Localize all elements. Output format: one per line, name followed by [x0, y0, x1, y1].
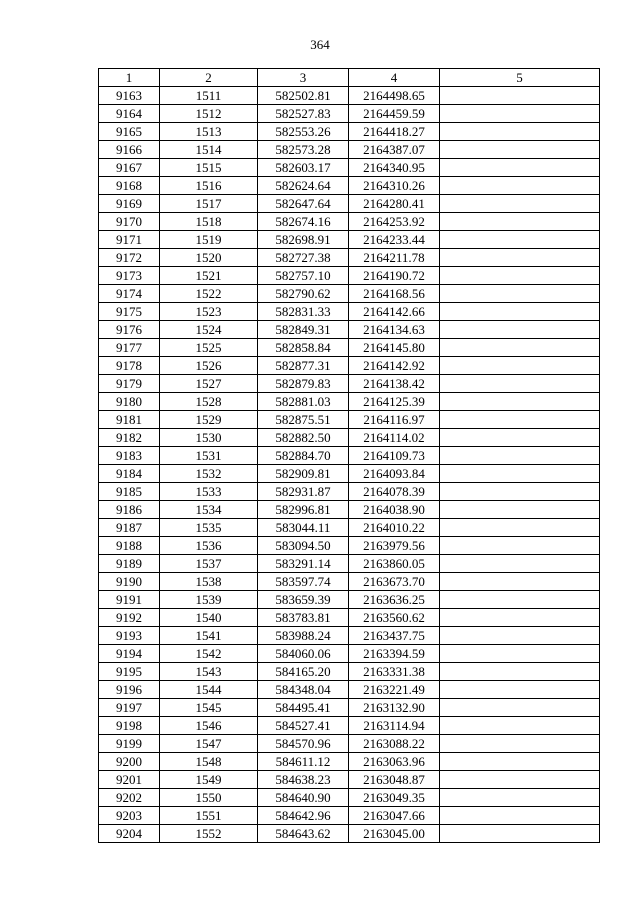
table-cell: 1536 [160, 537, 258, 555]
table-row [99, 681, 600, 699]
table-row [99, 429, 600, 447]
table-cell: 1520 [160, 249, 258, 267]
table-cell: 582757.10 [258, 267, 349, 285]
table-cell: 9204 [99, 825, 160, 843]
table-cell: 582831.33 [258, 303, 349, 321]
table-cell: 2164418.27 [349, 123, 440, 141]
table-cell [440, 609, 600, 627]
table-cell: 2164498.65 [349, 87, 440, 105]
table-cell: 582882.50 [258, 429, 349, 447]
table-row [99, 645, 600, 663]
table-cell: 1535 [160, 519, 258, 537]
table-cell [440, 591, 600, 609]
table-row [99, 393, 600, 411]
table-cell: 2163132.90 [349, 699, 440, 717]
table-cell: 2164211.78 [349, 249, 440, 267]
table-cell: 1516 [160, 177, 258, 195]
table-cell [440, 537, 600, 555]
column-header: 3 [258, 69, 349, 87]
table-cell: 582527.83 [258, 105, 349, 123]
table-row [99, 699, 600, 717]
table-cell: 2164253.92 [349, 213, 440, 231]
table-row [99, 537, 600, 555]
table-cell [440, 141, 600, 159]
column-header: 1 [99, 69, 160, 87]
table-cell: 1511 [160, 87, 258, 105]
table-cell: 584348.04 [258, 681, 349, 699]
table-cell: 2164168.56 [349, 285, 440, 303]
table-cell [440, 807, 600, 825]
table-cell [440, 123, 600, 141]
table-cell: 9203 [99, 807, 160, 825]
table-cell: 2164340.95 [349, 159, 440, 177]
table-cell: 1542 [160, 645, 258, 663]
table-cell: 582879.83 [258, 375, 349, 393]
table-cell [440, 447, 600, 465]
table-cell: 2163045.00 [349, 825, 440, 843]
table-cell: 9176 [99, 321, 160, 339]
table-cell [440, 645, 600, 663]
table-cell [440, 429, 600, 447]
table-cell: 1532 [160, 465, 258, 483]
table-cell: 9178 [99, 357, 160, 375]
table-row [99, 375, 600, 393]
table-cell: 2164138.42 [349, 375, 440, 393]
table-row [99, 177, 600, 195]
table-cell: 9174 [99, 285, 160, 303]
column-header: 5 [440, 69, 600, 87]
table-cell: 582624.64 [258, 177, 349, 195]
table-cell: 582502.81 [258, 87, 349, 105]
table-cell: 2163221.49 [349, 681, 440, 699]
table-cell: 9191 [99, 591, 160, 609]
table-cell: 582727.38 [258, 249, 349, 267]
table-cell [440, 357, 600, 375]
table-cell: 2164134.63 [349, 321, 440, 339]
table-cell: 1544 [160, 681, 258, 699]
table-cell: 582573.28 [258, 141, 349, 159]
table-row [99, 465, 600, 483]
table-cell: 582996.81 [258, 501, 349, 519]
table-cell: 584165.20 [258, 663, 349, 681]
table-cell: 1528 [160, 393, 258, 411]
table-cell [440, 681, 600, 699]
table-cell: 9187 [99, 519, 160, 537]
table-row [99, 195, 600, 213]
table-cell: 1549 [160, 771, 258, 789]
table-cell: 9182 [99, 429, 160, 447]
table-cell: 9179 [99, 375, 160, 393]
table-row [99, 807, 600, 825]
table-cell: 584640.90 [258, 789, 349, 807]
table-cell: 1552 [160, 825, 258, 843]
table-row [99, 591, 600, 609]
table-cell: 1550 [160, 789, 258, 807]
table-cell: 1525 [160, 339, 258, 357]
table-body [99, 87, 600, 843]
table-cell: 9185 [99, 483, 160, 501]
table-cell: 2163331.38 [349, 663, 440, 681]
table-cell: 583094.50 [258, 537, 349, 555]
table-cell: 1521 [160, 267, 258, 285]
table-row [99, 249, 600, 267]
table-cell: 1547 [160, 735, 258, 753]
table-cell [440, 555, 600, 573]
table-cell: 9165 [99, 123, 160, 141]
table-row [99, 573, 600, 591]
table-row [99, 717, 600, 735]
table-cell: 9167 [99, 159, 160, 177]
table-cell: 583659.39 [258, 591, 349, 609]
table-cell: 583291.14 [258, 555, 349, 573]
table-cell: 582884.70 [258, 447, 349, 465]
table-cell [440, 159, 600, 177]
table-cell: 9195 [99, 663, 160, 681]
table-cell: 9180 [99, 393, 160, 411]
table-cell: 9175 [99, 303, 160, 321]
table-cell: 1515 [160, 159, 258, 177]
table-cell: 1531 [160, 447, 258, 465]
table-row [99, 825, 600, 843]
table-cell: 1551 [160, 807, 258, 825]
table-cell: 1546 [160, 717, 258, 735]
table-cell: 2164142.66 [349, 303, 440, 321]
table-cell: 2163636.25 [349, 591, 440, 609]
table-cell: 9184 [99, 465, 160, 483]
table-cell [440, 87, 600, 105]
table-cell [440, 735, 600, 753]
table-row [99, 753, 600, 771]
table-row [99, 501, 600, 519]
table-cell [440, 465, 600, 483]
table-cell [440, 699, 600, 717]
table-cell: 9201 [99, 771, 160, 789]
table-cell: 2164280.41 [349, 195, 440, 213]
table-cell: 582931.87 [258, 483, 349, 501]
table-cell: 9199 [99, 735, 160, 753]
table-row [99, 555, 600, 573]
table-cell [440, 249, 600, 267]
table-cell: 9169 [99, 195, 160, 213]
table-row [99, 321, 600, 339]
table-cell: 584060.06 [258, 645, 349, 663]
table-cell [440, 717, 600, 735]
column-header: 2 [160, 69, 258, 87]
table-cell: 1533 [160, 483, 258, 501]
table-cell: 584611.12 [258, 753, 349, 771]
table-cell: 2163048.87 [349, 771, 440, 789]
table-cell: 584643.62 [258, 825, 349, 843]
table-cell: 1512 [160, 105, 258, 123]
table-cell: 2163560.62 [349, 609, 440, 627]
table-cell: 2164233.44 [349, 231, 440, 249]
table-cell: 1548 [160, 753, 258, 771]
table-cell: 1518 [160, 213, 258, 231]
table-row [99, 213, 600, 231]
table-cell [440, 501, 600, 519]
table-cell: 9196 [99, 681, 160, 699]
table-cell: 584638.23 [258, 771, 349, 789]
table-row [99, 141, 600, 159]
table-cell: 582647.64 [258, 195, 349, 213]
table-row [99, 411, 600, 429]
table-cell: 584570.96 [258, 735, 349, 753]
table-cell: 9194 [99, 645, 160, 663]
table-cell [440, 375, 600, 393]
table-cell: 1513 [160, 123, 258, 141]
table-cell: 582875.51 [258, 411, 349, 429]
table-cell: 582603.17 [258, 159, 349, 177]
table-cell [440, 285, 600, 303]
table-row [99, 483, 600, 501]
table-cell: 2163063.96 [349, 753, 440, 771]
table-cell: 582858.84 [258, 339, 349, 357]
table-row [99, 231, 600, 249]
table-cell: 582877.31 [258, 357, 349, 375]
table-cell [440, 663, 600, 681]
table-row [99, 105, 600, 123]
table-cell: 1524 [160, 321, 258, 339]
table-cell: 1519 [160, 231, 258, 249]
table-cell: 2164310.26 [349, 177, 440, 195]
table-cell [440, 105, 600, 123]
table-cell: 9202 [99, 789, 160, 807]
table-cell: 1545 [160, 699, 258, 717]
column-header: 4 [349, 69, 440, 87]
table-cell: 2164190.72 [349, 267, 440, 285]
table-row [99, 447, 600, 465]
table-cell [440, 789, 600, 807]
table-cell: 582849.31 [258, 321, 349, 339]
table-cell [440, 411, 600, 429]
table-row [99, 87, 600, 105]
table-cell: 1522 [160, 285, 258, 303]
table-cell [440, 393, 600, 411]
table-row [99, 123, 600, 141]
table-cell: 9164 [99, 105, 160, 123]
table-cell: 2164010.22 [349, 519, 440, 537]
table-cell [440, 195, 600, 213]
table-cell: 582790.62 [258, 285, 349, 303]
table-cell [440, 519, 600, 537]
table-cell [440, 627, 600, 645]
table-cell [440, 321, 600, 339]
table-cell: 2163049.35 [349, 789, 440, 807]
table-cell: 9168 [99, 177, 160, 195]
table-cell: 2164387.07 [349, 141, 440, 159]
table-cell: 2163088.22 [349, 735, 440, 753]
table-cell: 2163437.75 [349, 627, 440, 645]
table-cell: 1539 [160, 591, 258, 609]
table-cell [440, 573, 600, 591]
table-cell: 9200 [99, 753, 160, 771]
table-cell: 1543 [160, 663, 258, 681]
table-row [99, 663, 600, 681]
table-cell: 2163394.59 [349, 645, 440, 663]
table-cell: 9183 [99, 447, 160, 465]
table-cell: 1541 [160, 627, 258, 645]
table-cell: 9188 [99, 537, 160, 555]
table-row [99, 627, 600, 645]
table-cell: 583988.24 [258, 627, 349, 645]
table-cell: 583044.11 [258, 519, 349, 537]
table-cell: 582698.91 [258, 231, 349, 249]
table-cell [440, 303, 600, 321]
table-cell: 2164114.02 [349, 429, 440, 447]
table-row [99, 357, 600, 375]
table-cell: 582553.26 [258, 123, 349, 141]
table-cell: 584642.96 [258, 807, 349, 825]
table-cell: 9181 [99, 411, 160, 429]
table-cell [440, 753, 600, 771]
table-cell: 9186 [99, 501, 160, 519]
table-cell [440, 267, 600, 285]
table-row [99, 159, 600, 177]
table-cell [440, 483, 600, 501]
table-cell: 1537 [160, 555, 258, 573]
table-cell: 9177 [99, 339, 160, 357]
table-cell: 9171 [99, 231, 160, 249]
table-row [99, 789, 600, 807]
table-cell: 1538 [160, 573, 258, 591]
table-cell: 584495.41 [258, 699, 349, 717]
table-cell: 2164459.59 [349, 105, 440, 123]
table-cell: 9197 [99, 699, 160, 717]
table-cell: 9166 [99, 141, 160, 159]
table-cell: 2163673.70 [349, 573, 440, 591]
table-cell: 9173 [99, 267, 160, 285]
table-cell: 1526 [160, 357, 258, 375]
table-cell: 584527.41 [258, 717, 349, 735]
table-cell: 2163114.94 [349, 717, 440, 735]
table-cell: 9170 [99, 213, 160, 231]
table-cell: 1534 [160, 501, 258, 519]
table-cell: 2164125.39 [349, 393, 440, 411]
table-cell: 582881.03 [258, 393, 349, 411]
table-cell: 582674.16 [258, 213, 349, 231]
table-cell: 2164093.84 [349, 465, 440, 483]
table-cell: 583783.81 [258, 609, 349, 627]
table-cell: 2163860.05 [349, 555, 440, 573]
table-row [99, 771, 600, 789]
table-cell: 9193 [99, 627, 160, 645]
table-row [99, 519, 600, 537]
table-cell: 2164038.90 [349, 501, 440, 519]
table-cell: 2164078.39 [349, 483, 440, 501]
table-cell: 1529 [160, 411, 258, 429]
table-cell: 583597.74 [258, 573, 349, 591]
table-cell: 2164116.97 [349, 411, 440, 429]
table-cell [440, 213, 600, 231]
table-cell: 1517 [160, 195, 258, 213]
table-cell [440, 177, 600, 195]
table-cell: 1514 [160, 141, 258, 159]
table-cell: 1523 [160, 303, 258, 321]
table-cell [440, 231, 600, 249]
table-header-row [99, 69, 600, 87]
table-cell: 9172 [99, 249, 160, 267]
table-row [99, 303, 600, 321]
table-row [99, 339, 600, 357]
table-cell: 9190 [99, 573, 160, 591]
table-cell: 582909.81 [258, 465, 349, 483]
table-cell: 2163979.56 [349, 537, 440, 555]
table-cell: 9163 [99, 87, 160, 105]
table-row [99, 609, 600, 627]
table-cell [440, 339, 600, 357]
page-number: 364 [310, 37, 330, 52]
table-row [99, 735, 600, 753]
coordinates-table [98, 68, 600, 843]
table-cell: 2164142.92 [349, 357, 440, 375]
table-row [99, 267, 600, 285]
table-cell: 1540 [160, 609, 258, 627]
table-cell: 9189 [99, 555, 160, 573]
table-cell [440, 771, 600, 789]
table-row [99, 285, 600, 303]
table-cell: 1530 [160, 429, 258, 447]
table-cell: 9198 [99, 717, 160, 735]
table-cell: 2164145.80 [349, 339, 440, 357]
table-cell: 1527 [160, 375, 258, 393]
table-cell: 2164109.73 [349, 447, 440, 465]
table-cell: 2163047.66 [349, 807, 440, 825]
table-cell: 9192 [99, 609, 160, 627]
table-cell [440, 825, 600, 843]
